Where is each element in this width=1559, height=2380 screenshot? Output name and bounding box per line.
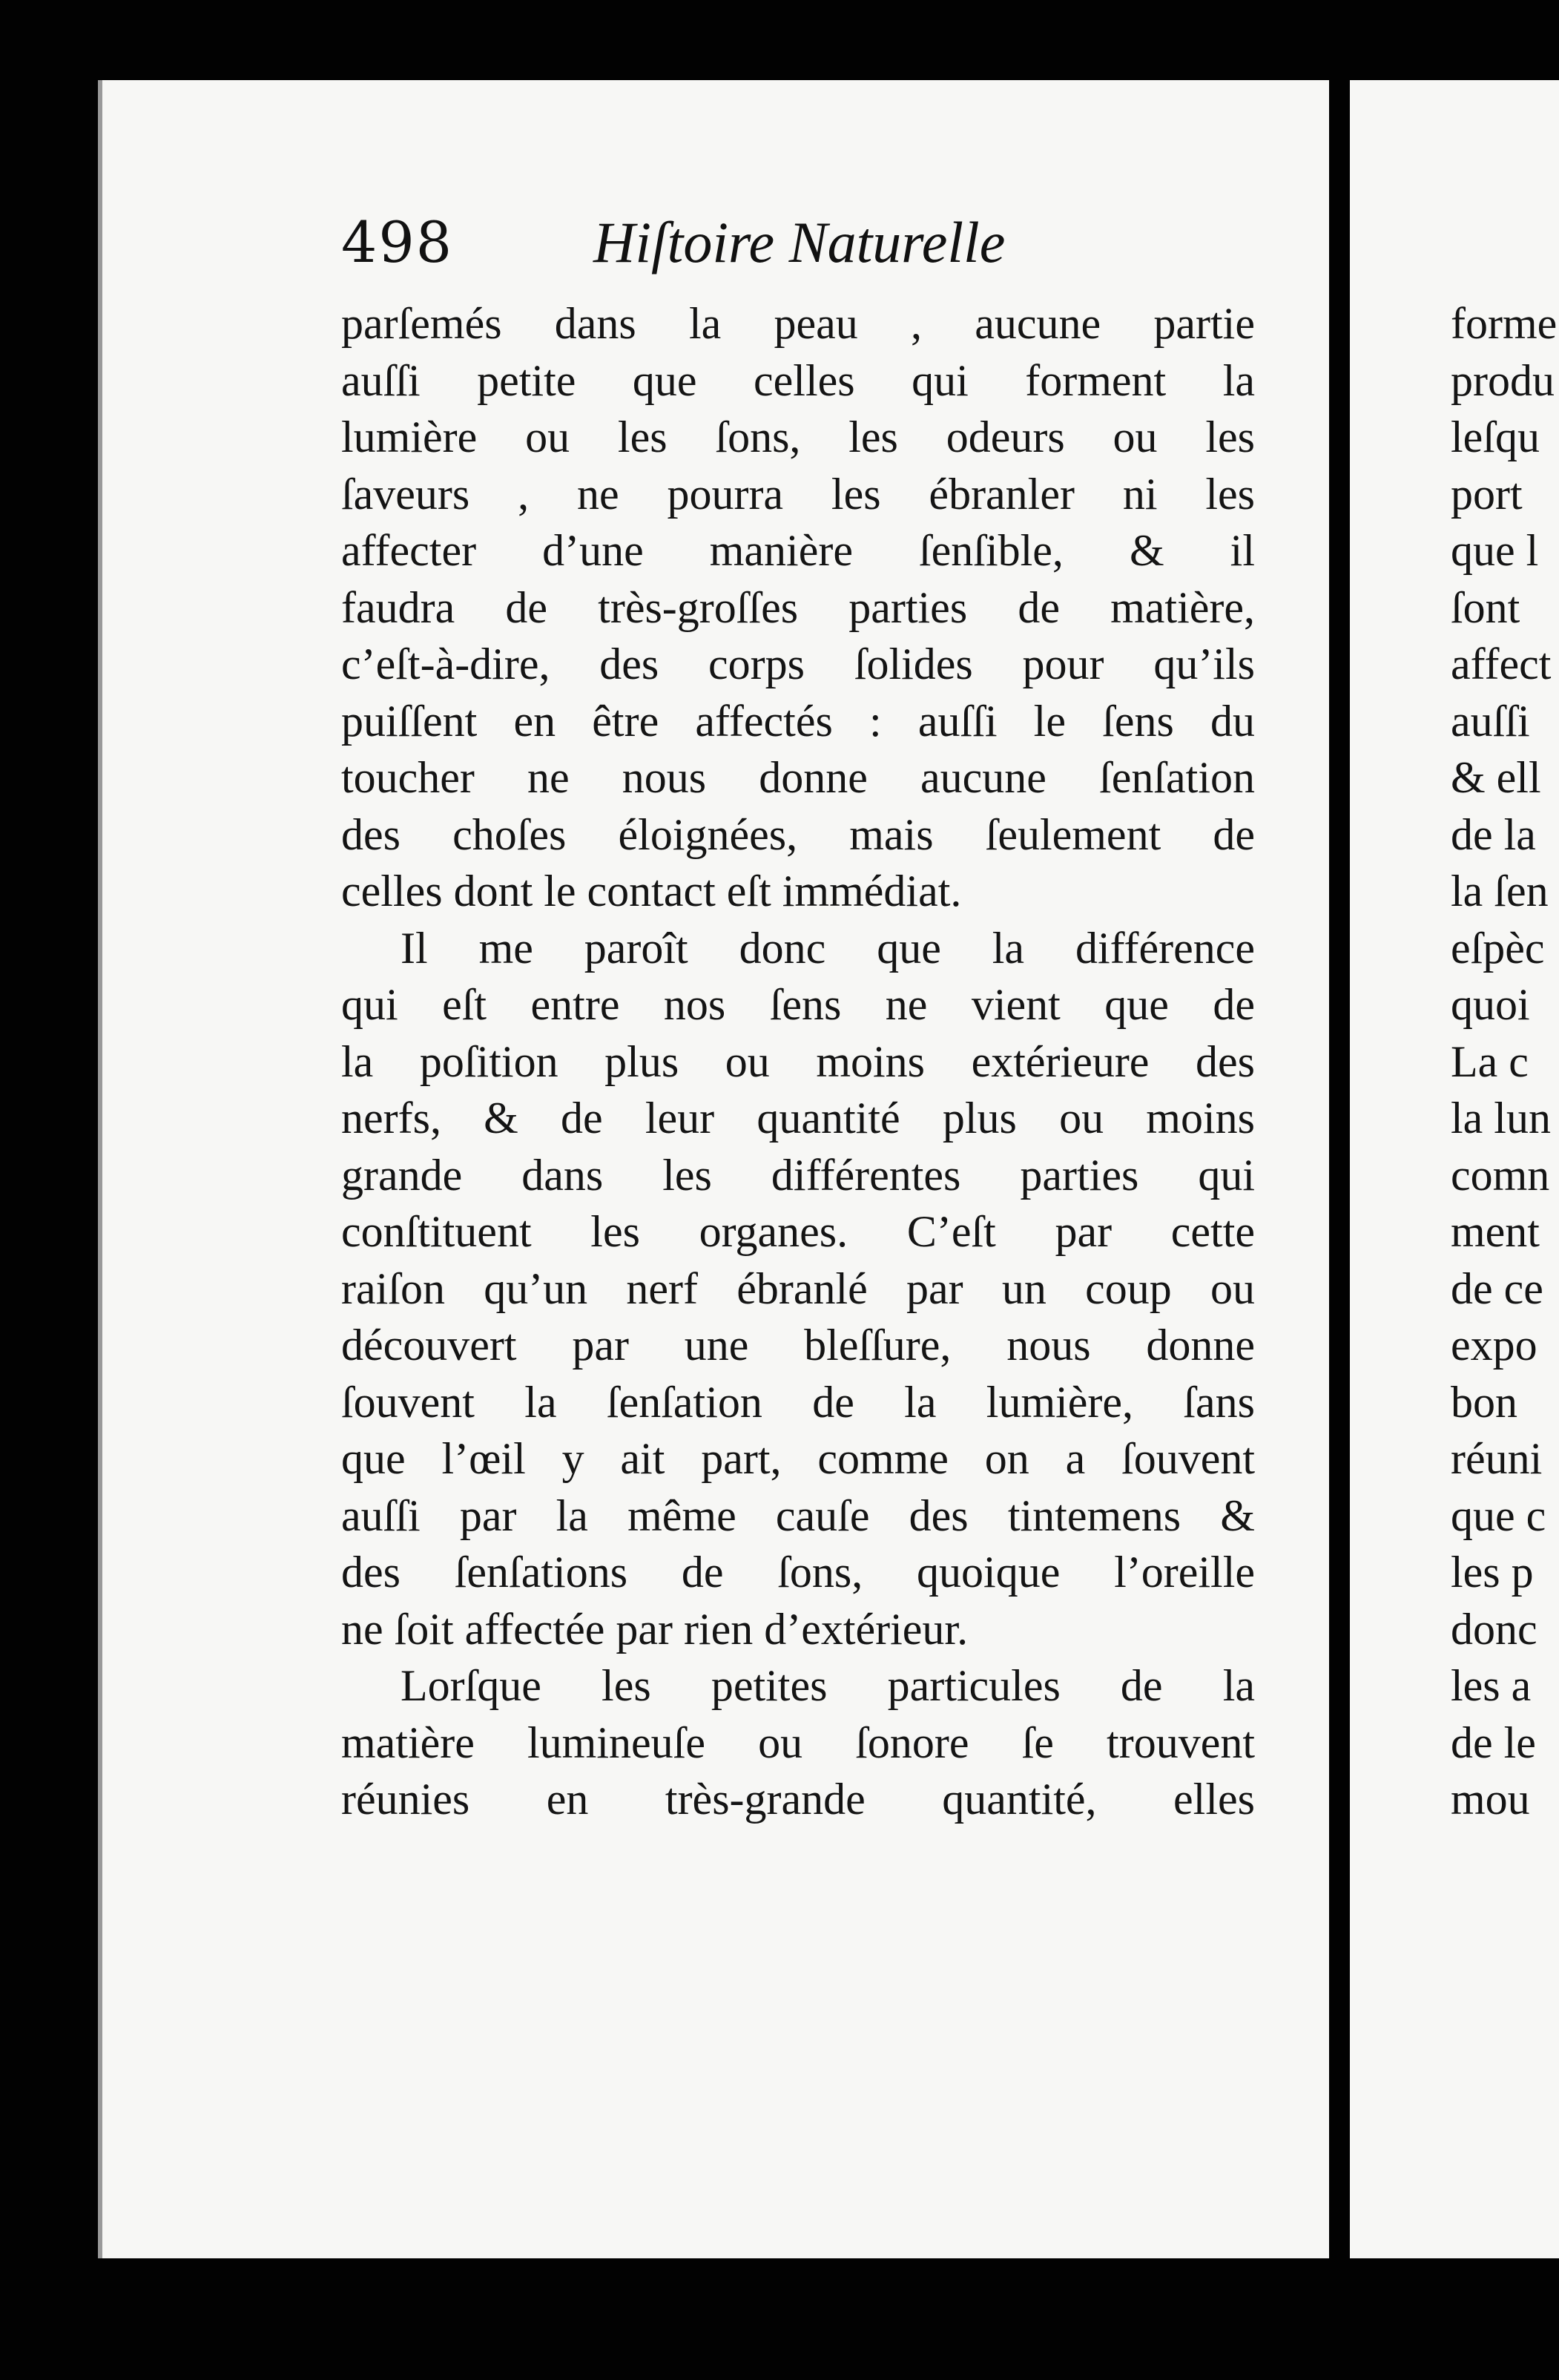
text-line: les a <box>1451 1661 1532 1710</box>
text-line: des ſenſations de ſons, quoique l’oreille <box>341 1548 1255 1597</box>
text-line: réunies en très-grande quantité, elles <box>341 1775 1255 1824</box>
text-line: comn <box>1451 1150 1550 1200</box>
text-line: auſſi <box>1451 696 1530 746</box>
text-line: expo <box>1451 1321 1537 1370</box>
page-number: 498 <box>341 209 454 275</box>
text-line: faudra de très-groſſes parties de matière, <box>341 582 1255 632</box>
text-line: de la <box>1451 809 1536 859</box>
text-line: découvert par une bleſſure, nous donne <box>341 1321 1255 1370</box>
text-line: donc <box>1451 1604 1537 1654</box>
text-line: la lun <box>1451 1094 1551 1143</box>
text-line: puiſſent en être affectés : auſſi le ſens du <box>341 696 1255 746</box>
text-line: c’eſt-à-dire, des corps ſolides pour qu’ils <box>341 640 1255 688</box>
text-line: que l’œil y ait part, comme on a ſouvent <box>341 1434 1255 1483</box>
text-line: ne ſoit affectée par rien d’extérieur. <box>341 1604 969 1654</box>
text-line: la poſition plus ou moins extérieure des <box>341 1036 1255 1086</box>
running-title: Hiſtoire Naturelle <box>593 210 1006 275</box>
text-line: ſouvent la ſenſation de la lumière, ſans <box>341 1377 1255 1427</box>
text-line: leſqu <box>1451 412 1540 461</box>
text-line: bon <box>1451 1377 1517 1427</box>
text-line: toucher ne nous donne aucune ſenſation <box>341 753 1255 802</box>
text-line: nerfs, & de leur quantité plus ou moins <box>341 1094 1255 1143</box>
text-line: conſtituent les organes. C’eſt par cette <box>341 1207 1255 1256</box>
text-line: auſſi petite que celles qui forment la <box>341 355 1255 405</box>
text-line: La c <box>1451 1036 1529 1086</box>
text-line: matière lumineuſe ou ſonore ſe trouvent <box>341 1717 1255 1767</box>
text-line: ment <box>1451 1207 1540 1256</box>
right-page-text <box>1451 295 1559 1828</box>
text-line: affect <box>1451 640 1552 688</box>
text-line: ſont <box>1451 582 1520 632</box>
text-line: lumière ou les ſons, les odeurs ou les <box>341 412 1255 461</box>
text-line: port <box>1451 469 1523 519</box>
text-line: affecter d’une manière ſenſible, & il <box>341 526 1255 575</box>
text-line: raiſon qu’un nerf ébranlé par un coup ou <box>341 1263 1255 1313</box>
text-line: parſemés dans la peau , aucune partie <box>341 299 1255 348</box>
text-line: forme <box>1451 299 1558 348</box>
text-line: celles dont le contact eſt immédiat. <box>341 867 962 915</box>
text-line: quoi <box>1451 980 1530 1029</box>
text-line: que l <box>1451 526 1539 575</box>
left-page-text <box>341 295 1255 1828</box>
text-line: la ſen <box>1451 867 1549 915</box>
text-line: ſaveurs , ne pourra les ébranler ni les <box>341 469 1255 519</box>
text-line: produ <box>1451 355 1555 405</box>
text-line: qui eſt entre nos ſens ne vient que de <box>341 980 1255 1029</box>
text-line: mou <box>1451 1775 1530 1824</box>
text-line: Il me paroît donc que la différence <box>401 923 1255 973</box>
text-line: que c <box>1451 1490 1546 1540</box>
page-header <box>341 209 1009 291</box>
text-line: auſſi par la même cauſe des tintemens & <box>341 1490 1255 1540</box>
text-line: Lorſque les petites particules de la <box>401 1661 1255 1710</box>
text-line: les p <box>1451 1548 1534 1597</box>
text-line: eſpèc <box>1451 923 1545 973</box>
text-line: des choſes éloignées, mais ſeulement de <box>341 809 1255 859</box>
text-line: réuni <box>1451 1434 1543 1483</box>
text-line: de ce <box>1451 1263 1543 1313</box>
text-line: de le <box>1451 1717 1536 1767</box>
text-line: grande dans les différentes parties qui <box>341 1150 1255 1200</box>
text-line: & ell <box>1451 753 1541 802</box>
